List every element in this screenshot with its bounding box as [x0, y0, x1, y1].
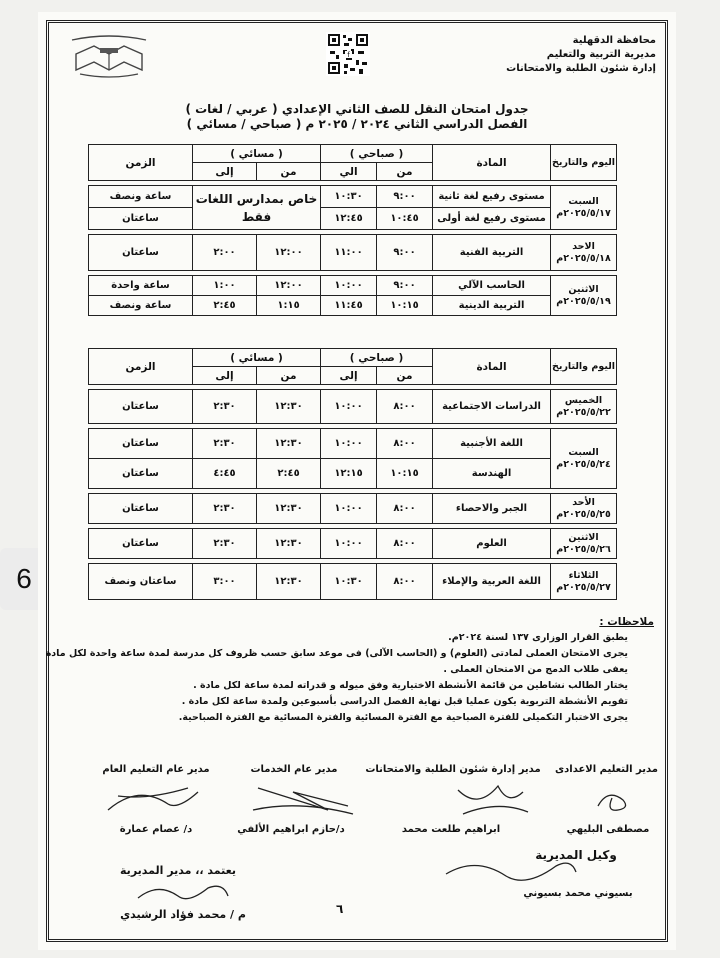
header-from: من	[377, 163, 433, 181]
subject-cell: التربية الدينية	[433, 296, 551, 316]
subject-cell: التربية الفنية	[433, 235, 551, 271]
subject-cell: مستوى رفيع لغة أولى	[433, 208, 551, 230]
note-item: يعفى طلاب الدمج من الامتحان العملى .	[443, 664, 628, 675]
svg-text:f: f	[347, 51, 350, 59]
time-cell: ١٠:٣٠	[321, 564, 377, 600]
header-subject: المادة	[433, 349, 551, 385]
approval-label: يعتمد ،، مدير المديرية	[120, 864, 236, 877]
time-cell: ٩:٠٠	[377, 276, 433, 296]
table-row	[89, 186, 617, 208]
time-cell: ٢:٣٠	[193, 429, 257, 459]
time-cell: ١٢:٠٠	[257, 276, 321, 296]
time-cell: ١٢:١٥	[321, 459, 377, 489]
notes-heading: ملاحظات :	[599, 616, 654, 628]
time-cell: ٢:٤٥	[193, 296, 257, 316]
header-duration: الزمن	[89, 349, 193, 385]
duration-cell: ساعتان	[89, 494, 193, 524]
deputy-signature-icon	[436, 854, 586, 888]
header-day: اليوم والتاريخ	[551, 145, 617, 181]
table-row	[89, 494, 617, 524]
time-cell: ١٢:٠٠	[257, 235, 321, 271]
time-cell: ٨:٠٠	[377, 529, 433, 559]
governorate-label: محافظة الدقهلية	[572, 35, 656, 46]
table-row	[89, 459, 617, 489]
directorate-label: مديرية التربية والتعليم	[546, 49, 656, 60]
table-row	[89, 529, 617, 559]
day-cell: الثلاثاء ٢٠٢٥/٥/٢٧م	[551, 564, 617, 600]
day-cell: الاحد ٢٠٢٥/٥/١٨م	[551, 235, 617, 271]
title-line-2: الفصل الدراسي الثاني ٢٠٢٤ / ٢٠٢٥ م ( صباحي / مسائي )	[186, 117, 528, 131]
header-morning: ( صباحي )	[321, 349, 433, 367]
time-cell: ١٢:٣٠	[257, 390, 321, 424]
day-cell: السبت ٢٠٢٥/٥/١٧م	[551, 186, 617, 230]
header-to: إلى	[193, 367, 257, 385]
signature-name: ابراهيم طلعت محمد	[401, 824, 501, 835]
signature-scribbles-icon	[78, 780, 638, 820]
day-cell: الأحد ٢٠٢٥/٥/٢٥م	[551, 494, 617, 524]
day-cell: السبت ٢٠٢٥/٥/٢٤م	[551, 429, 617, 489]
time-cell: ١٠:٣٠	[321, 186, 377, 208]
subject-cell: الجبر والاحصاء	[433, 494, 551, 524]
signature-title: مدير التعليم الاعدادى	[554, 764, 658, 775]
table-row	[89, 564, 617, 600]
time-cell: ٨:٠٠	[377, 390, 433, 424]
subject-cell: الدراسات الاجتماعية	[433, 390, 551, 424]
time-cell: ١٢:٣٠	[257, 429, 321, 459]
time-cell: ١١:٤٥	[321, 296, 377, 316]
time-cell: ١٢:٣٠	[257, 529, 321, 559]
header-to: إلى	[193, 163, 257, 181]
time-cell: ١٠:٤٥	[377, 208, 433, 230]
deputy-name: بسيوني محمد بسيوني	[523, 888, 633, 899]
title-line-1: جدول امتحان النقل للصف الثاني الإعدادي ( عربي / لغات )	[185, 102, 529, 116]
time-cell: ٨:٠٠	[377, 564, 433, 600]
duration-cell: ساعة واحدة	[89, 276, 193, 296]
header-from: من	[257, 367, 321, 385]
table-row	[89, 235, 617, 271]
time-cell: ٩:٠٠	[377, 186, 433, 208]
signature-name: د/ عصام عمارة	[119, 824, 193, 835]
header-to: إلى	[321, 367, 377, 385]
signature-title: مدير عام التعليم العام	[102, 764, 210, 775]
time-cell: ١٠:١٥	[377, 296, 433, 316]
table-row	[89, 296, 617, 316]
time-cell: ١٠:٠٠	[321, 276, 377, 296]
exam-table-2	[88, 348, 617, 600]
header-morning: ( صباحي )	[321, 145, 433, 163]
time-cell: ١٢:٣٠	[257, 564, 321, 600]
time-cell: ١٠:١٥	[377, 459, 433, 489]
day-cell: الاثنين ٢٠٢٥/٥/٢٦م	[551, 529, 617, 559]
note-item: يجرى الامتحان العملى لمادتى (العلوم) و (الحاسب الآلى) فى موعد سابق حسب ظروف كل مدرسة لمدة ساعة واحدة لكل مادة	[45, 648, 628, 659]
time-cell: ١٠:٠٠	[321, 494, 377, 524]
time-cell: ٢:٠٠	[193, 235, 257, 271]
header-day: اليوم والتاريخ	[551, 349, 617, 385]
day-cell: الخميس ٢٠٢٥/٥/٢٢م	[551, 390, 617, 424]
duration-cell: ساعتان	[89, 235, 193, 271]
ministry-logo-icon	[66, 32, 152, 80]
note-item: يختار الطالب نشاطين من قائمة الأنشطة الاختيارية وفق ميوله و قدراته لمدة ساعة لكل مادة .	[193, 680, 628, 691]
time-cell: ٢:٣٠	[193, 390, 257, 424]
time-cell: ١:٠٠	[193, 276, 257, 296]
table-row	[89, 390, 617, 424]
duration-cell: ساعتان ونصف	[89, 564, 193, 600]
subject-cell: الحاسب الآلي	[433, 276, 551, 296]
header-from: من	[377, 367, 433, 385]
header-authority	[486, 34, 656, 76]
time-cell: ٢:٤٥	[257, 459, 321, 489]
director-signature-icon	[128, 880, 238, 908]
time-cell: ١١:٠٠	[321, 235, 377, 271]
table-row	[89, 208, 617, 230]
signature-title: مدير إدارة شئون الطلبة والامتحانات	[365, 764, 541, 775]
duration-cell: ساعتان	[89, 429, 193, 459]
document-title	[98, 102, 616, 132]
note-item: يطبق القرار الوزارى ١٣٧ لسنة ٢٠٢٤م.	[448, 632, 628, 643]
subject-cell: مستوى رفيع لغة ثانية	[433, 186, 551, 208]
header-evening: ( مسائي )	[193, 145, 321, 163]
department-label: إدارة شئون الطلبة والامتحانات	[506, 63, 656, 74]
header-from: من	[257, 163, 321, 181]
time-cell: ٢:٣٠	[193, 529, 257, 559]
note-item: يجرى الاختبار التكميلى للفترة الصباحية مع الفترة المسائية والفترة المسائية مع الفترة الصباحية.	[178, 712, 628, 723]
signature-name: د/حازم ابراهيم الألفي	[237, 824, 345, 835]
duration-cell: ساعة ونصف	[89, 296, 193, 316]
time-cell: ٤:٤٥	[193, 459, 257, 489]
time-cell: ٢:٣٠	[193, 494, 257, 524]
subject-cell: الهندسة	[433, 459, 551, 489]
duration-cell: ساعتان	[89, 208, 193, 230]
time-cell: ١٠:٠٠	[321, 390, 377, 424]
subject-cell: العلوم	[433, 529, 551, 559]
time-cell: ١٠:٠٠	[321, 429, 377, 459]
subject-cell: اللغة العربية والإملاء	[433, 564, 551, 600]
duration-cell: ساعتان	[89, 390, 193, 424]
time-cell: ٨:٠٠	[377, 429, 433, 459]
duration-cell: ساعة ونصف	[89, 186, 193, 208]
deputy-title: وكيل المديرية	[535, 848, 617, 862]
time-cell: ١٢:٣٠	[257, 494, 321, 524]
signature-name: مصطفى البليهي	[566, 824, 650, 835]
time-cell: ١:١٥	[257, 296, 321, 316]
header-duration: الزمن	[89, 145, 193, 181]
header-evening: ( مسائي )	[193, 349, 321, 367]
document-page	[38, 12, 676, 950]
director-name: م / محمد فؤاد الرشيدي	[120, 908, 246, 921]
table-row	[89, 429, 617, 459]
table-row	[89, 276, 617, 296]
time-cell: ١٠:٠٠	[321, 529, 377, 559]
exam-table-1	[88, 144, 617, 316]
time-cell: ٨:٠٠	[377, 494, 433, 524]
time-cell: ٣:٠٠	[193, 564, 257, 600]
note-item: تقويم الأنشطة التربوية يكون عمليا قبل نهاية الفصل الدراسى بأسبوعين ولمدة ساعة لكل مادة .	[181, 696, 628, 707]
notes-section	[45, 614, 654, 726]
time-cell: ٩:٠٠	[377, 235, 433, 271]
special-note-cell: خاص بمدارس اللغات فقط	[193, 186, 321, 230]
day-cell: الاثنين ٢٠٢٥/٥/١٩م	[551, 276, 617, 316]
subject-cell: اللغة الأجنبية	[433, 429, 551, 459]
header-subject: المادة	[433, 145, 551, 181]
page-number: ٦	[336, 902, 344, 916]
page-badge: 6	[0, 548, 48, 610]
duration-cell: ساعتان	[89, 529, 193, 559]
duration-cell: ساعتان	[89, 459, 193, 489]
qr-code-icon	[326, 32, 370, 84]
signature-title: مدير عام الخدمات	[250, 764, 338, 775]
header-to: الي	[321, 163, 377, 181]
time-cell: ١٢:٤٥	[321, 208, 377, 230]
